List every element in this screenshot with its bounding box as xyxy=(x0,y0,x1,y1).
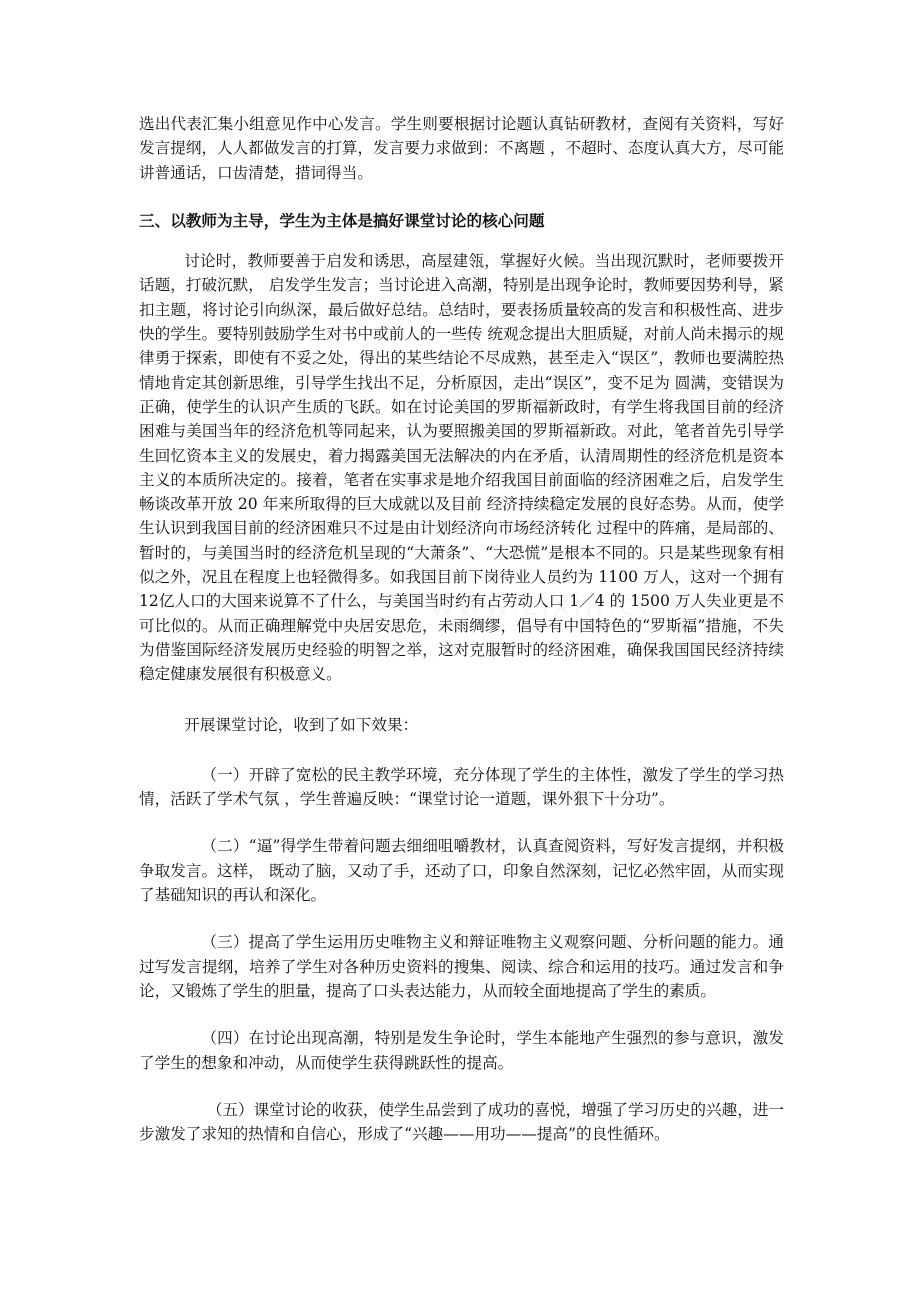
effect-item-5: （五）课堂讨论的收获，使学生品尝到了成功的喜悦，增强了学习历史的兴趣，进一步激发了求知的热情和自信心，形成了“兴趣——用功——提高”的良性循环。 xyxy=(139,1100,784,1144)
effect-item-4: （四）在讨论出现高潮，特别是发生争论时，学生本能地产生强烈的参与意识，激发了学生的想象和冲动，从而使学生获得跳跃性的提高。 xyxy=(139,1029,784,1072)
section-heading-three: 三、以教师为主导，学生为主体是搞好课堂讨论的核心问题 xyxy=(139,211,545,230)
effect-item-3: （三）提高了学生运用历史唯物主义和辩证唯物主义观察问题、分析问题的能力。通过写发言提纲，培养了学生对各种历史资料的搜集、阅读、综合和运用的技巧。通过发言和争论，又锻炼了学生的胆量，提高了口头表达能力，从而较全面地提高了学生的素质。 xyxy=(139,933,784,1000)
document-body xyxy=(139,112,784,1146)
paragraph-effects-intro: 开展课堂讨论，收到了如下效果： xyxy=(184,715,419,734)
effect-item-1: （一）开辟了宽松的民主教学环境，充分体现了学生的主体性，激发了学生的学习热情，活跃了学术气氛 ，学生普遍反映：“课堂讨论一道题，课外狠下十分功”。 xyxy=(139,765,784,809)
effect-item-2: （二）“逼”得学生带着问题去细细咀嚼教材，认真查阅资料，写好发言提纲，并积极争取发言。这样， 既动了脑，又动了手，还动了口，印象自然深刻，记忆必然牢固，从而实现了基础知识的再认和深化。 xyxy=(139,837,784,905)
paragraph-main-discussion: 讨论时，教师要善于启发和诱思，高屋建瓴，掌握好火候。当出现沉默时，老师要拨开话题，打破沉默， 启发学生发言；当讨论进入高潮，特别是出现争论时，教师要因势利导，紧扣主题，将讨论引向纵深，最后做好总结。总结时，要表扬质量较高的发言和积极性高、进步快的学生。要特别鼓励学生对书中或前人的一些传 统观念提出大胆质疑，对前人尚未揭示的规律勇于探索，即使有不妥之处，得出的某些结论不尽成熟，甚至走入“误区”，教师也要满腔热情地肯定其创新思维，引导学生找出不足，分析原因，走出“误区”，变不足为 圆满，变错误为正确，使学生的认识产生质的飞跃。如在讨论美国的罗斯福新政时，有学生将我国目前的经济 困难与美国当年的经济危机等同起来，认为要照搬美国的罗斯福新政。对此，笔者首先引导学生回忆资本主义的发展史，着力揭露美国无法解决的内在矛盾，认清周期性的经济危机是资本主义的本质所决定的。接着，笔者在实事求是地介绍我国目前面临的经济困难之后，启发学生畅谈改革开放 20 年来所取得的巨大成就以及目前 经济持续稳定发展的良好态势。从而，使学生认识到我国目前的经济困难只不过是由计划经济向市场经济转化 过程中的阵痛，是局部的、暂时的，与美国当时的经济危机呈现的“大萧条”、“大恐慌”是根本不同的。只是某些现象有相似之外，况且在程度上也轻微得多。如我国目前下岗待业人员约为 1100 万人，这对一个拥有 12亿人口的大国来说算不了什么，与美国当时约有占劳动人口 1／4 的 1500 万人失业更是不可比似的。从而正确理解党中央居安思危，未雨绸缪，倡导有中国特色的“罗斯福”措施，不失为借鉴国际经济发展历史经验的明智之举，这对克服暂时的经济困难，确保我国国民经济持续稳定健康发展很有积极意义。 xyxy=(139,252,784,684)
paragraph-intro: 选出代表汇集小组意见作中心发言。学生则要根据讨论题认真钻研教材，查阅有关资料，写好发言提纲，人人都做发言的打算，发言要力求做到：不离题 ，不超时、态度认真大方，尽可能讲普通话，口齿清楚，措词得当。 xyxy=(139,115,784,182)
